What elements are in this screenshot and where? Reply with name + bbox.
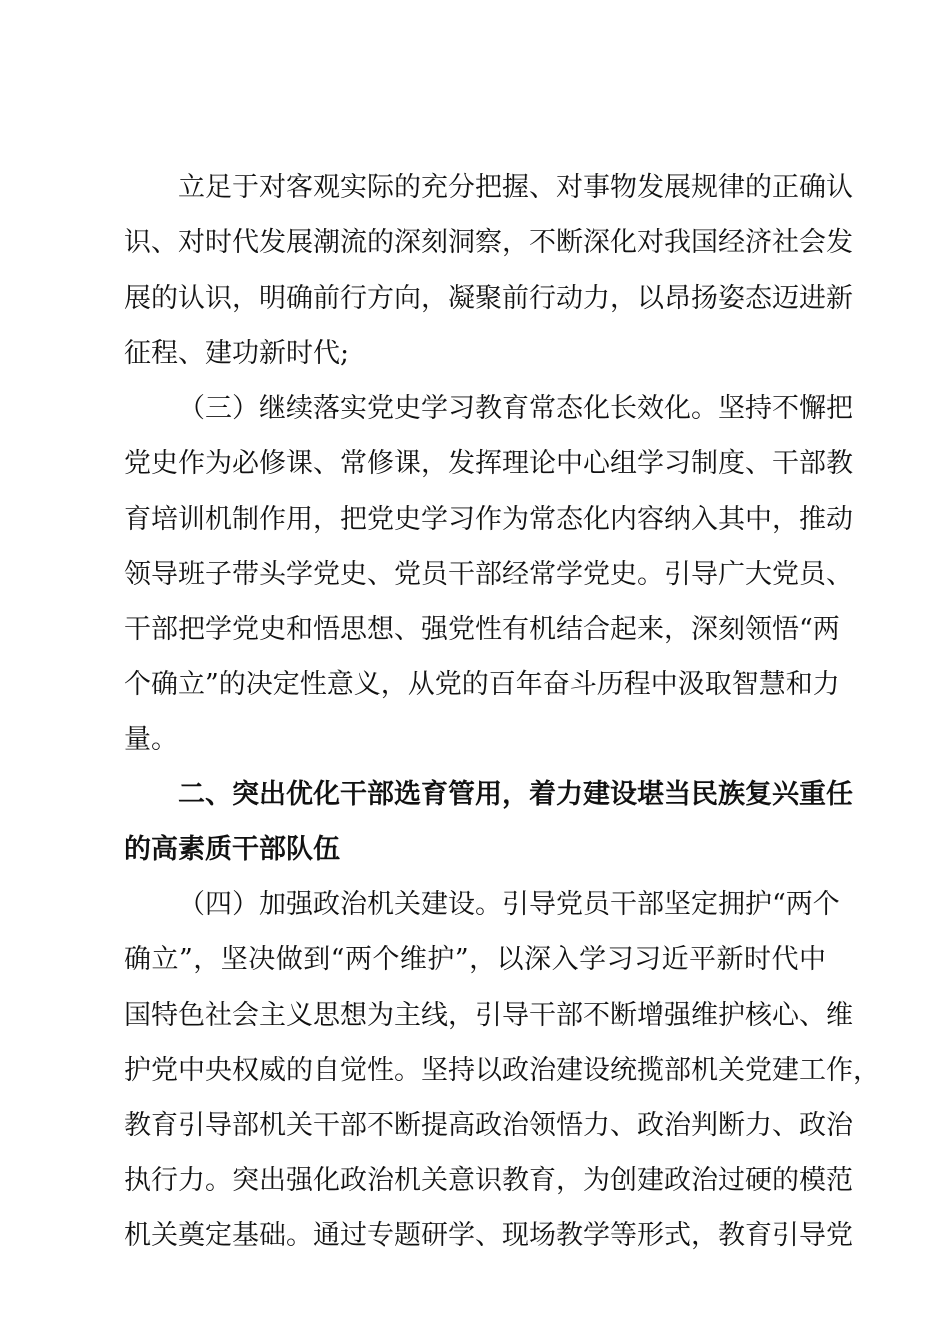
paragraph-line: 机关奠定基础。通过专题研学、现场教学等形式，教育引导党 — [124, 1220, 853, 1251]
paragraph-line: 教育引导部机关干部不断提高政治领悟力、政治判断力、政治 — [124, 1110, 853, 1141]
paragraph-line: 征程、建功新时代; — [124, 338, 350, 369]
section-3-first-line: （三）继续落实党史学习教育常态化长效化。坚持不懈把 — [178, 393, 853, 424]
section-heading-continued: 的高素质干部队伍 — [124, 834, 340, 865]
paragraph-line: 展的认识，明确前行方向，凝聚前行动力，以昂扬姿态迈进新 — [124, 283, 853, 314]
section-4-first-line: （四）加强政治机关建设。引导党员干部坚定拥护“两个 — [178, 889, 840, 920]
paragraph-line: 量。 — [124, 724, 178, 755]
paragraph-line: 干部把学党史和悟思想、强党性有机结合起来，深刻领悟“两 — [124, 614, 840, 645]
paragraph-line: 育培训机制作用，把党史学习作为常态化内容纳入其中，推动 — [124, 504, 853, 535]
paragraph-line: 个确立”的决定性意义，从党的百年奋斗历程中汲取智慧和力 — [124, 669, 840, 700]
section-heading: 二、突出优化干部选育管用，着力建设堪当民族复兴重任 — [178, 779, 853, 810]
paragraph-line: 党史作为必修课、常修课，发挥理论中心组学习制度、干部教 — [124, 448, 853, 479]
paragraph-line: 立足于对客观实际的充分把握、对事物发展规律的正确认 — [178, 172, 853, 203]
paragraph-line: 护党中央权威的自觉性。坚持以政治建设统揽部机关党建工作， — [124, 1055, 880, 1086]
paragraph-line: 确立”，坚决做到“两个维护”，以深入学习习近平新时代中 — [124, 944, 826, 975]
paragraph-line: 国特色社会主义思想为主线，引导干部不断增强维护核心、维 — [124, 1000, 853, 1031]
paragraph-line: 执行力。突出强化政治机关意识教育，为创建政治过硬的模范 — [124, 1165, 853, 1196]
paragraph-line: 领导班子带头学党史、党员干部经常学党史。引导广大党员、 — [124, 559, 853, 590]
paragraph-line: 识、对时代发展潮流的深刻洞察，不断深化对我国经济社会发 — [124, 227, 853, 258]
